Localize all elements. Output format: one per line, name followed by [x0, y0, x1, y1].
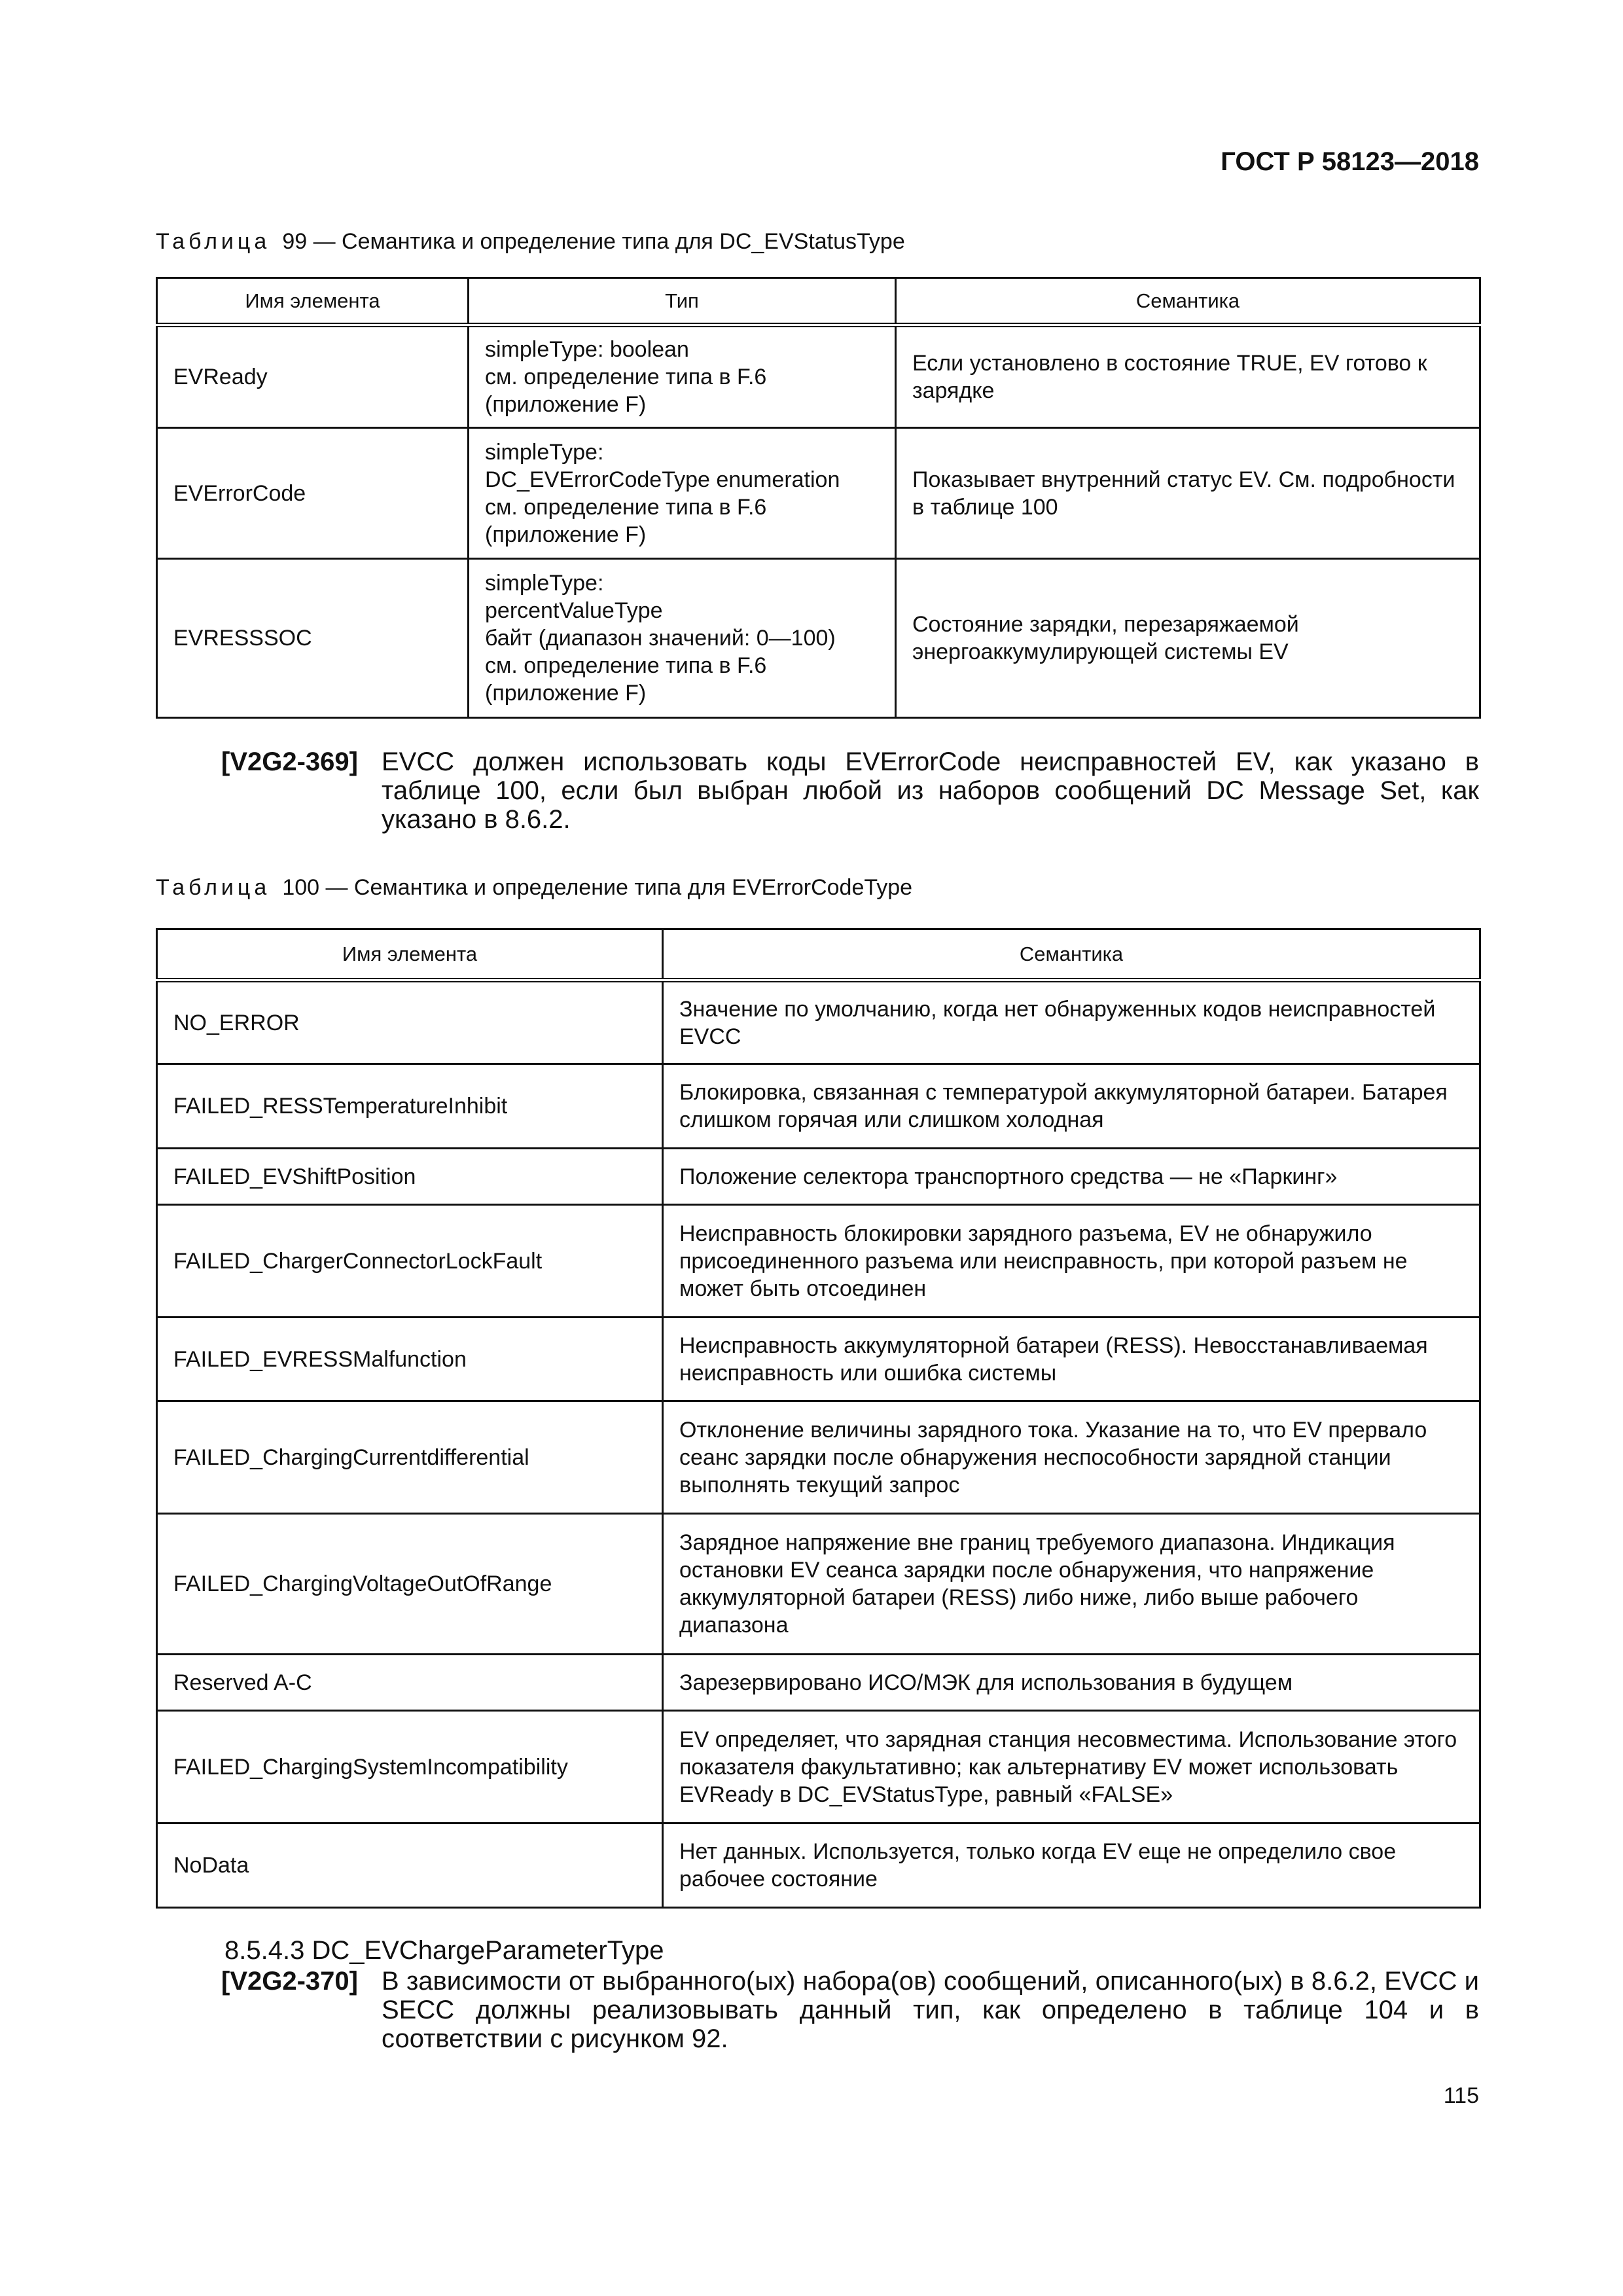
table-row: [157, 1064, 1480, 1149]
element-semantics-cell: Если установлено в состояние TRUE, EV готово к зарядке: [896, 325, 1480, 428]
table-100: [156, 928, 1481, 1909]
element-semantics-cell: Состояние зарядки, перезаряжаемой энергоаккумулирующей системы EV: [896, 559, 1480, 718]
error-semantics-cell: Значение по умолчанию, когда нет обнаруженных кодов неисправностей EVCC: [663, 980, 1480, 1064]
error-code-cell: NoData: [157, 1823, 663, 1908]
table-row: [157, 428, 1480, 559]
element-name-cell: EVRESSSOC: [157, 559, 469, 718]
error-semantics-cell: Нет данных. Используется, только когда EV еще не определило свое рабочее состояние: [663, 1823, 1480, 1908]
table-row: [157, 1823, 1480, 1908]
section-heading: 8.5.4.3 DC_EVChargeParameterType: [224, 1936, 664, 1965]
error-semantics-cell: Зарезервировано ИСО/МЭК для использования в будущем: [663, 1655, 1480, 1711]
element-type-cell: [469, 325, 896, 428]
error-semantics-cell: Зарядное напряжение вне границ требуемого диапазона. Индикация остановки EV сеанса зарядки после обнаружения, что напряжение аккумуляторной батареи (RESS) либо ниже, либо выше рабочего диапазона: [663, 1514, 1480, 1655]
error-semantics-cell: Неисправность блокировки зарядного разъема, EV не обнаружило присоединенного разъема или неисправность, при которой разъем не может быть отсоединен: [663, 1205, 1480, 1318]
table-99-header-type: Тип: [469, 278, 896, 325]
element-semantics-cell: Показывает внутренний статус EV. См. подробности в таблице 100: [896, 428, 1480, 559]
table-100-caption: [156, 875, 912, 901]
table-row: [157, 1149, 1480, 1205]
error-code-cell: FAILED_RESSTemperatureInhibit: [157, 1064, 663, 1149]
error-semantics-cell: Отклонение величины зарядного тока. Указание на то, что EV прервало сеанс зарядки после обнаружения неспособности зарядной станции выполнять текущий запрос: [663, 1401, 1480, 1514]
error-code-cell: FAILED_ChargingVoltageOutOfRange: [157, 1514, 663, 1655]
error-code-cell: FAILED_ChargerConnectorLockFault: [157, 1205, 663, 1318]
element-name-cell: EVReady: [157, 325, 469, 428]
table-row: [157, 1655, 1480, 1711]
table-99-header-semantics: Семантика: [896, 278, 1480, 325]
error-code-cell: FAILED_ChargingSystemIncompatibility: [157, 1711, 663, 1823]
error-code-cell: NO_ERROR: [157, 980, 663, 1064]
type-line: см. определение типа в F.6: [485, 653, 767, 678]
type-line: см. определение типа в F.6: [485, 494, 767, 520]
table-100-header-name: Имя элемента: [157, 929, 663, 980]
type-line: simpleType:: [485, 571, 604, 596]
type-line: (приложение F): [485, 522, 647, 547]
table-row: [157, 1401, 1480, 1514]
table-100-caption-text: 100 — Семантика и определение типа для EVErrorCodeType: [282, 875, 913, 900]
type-line: simpleType:: [485, 439, 604, 465]
table-100-header-semantics: Семантика: [663, 929, 1480, 980]
table-99-header-row: [157, 278, 1480, 325]
table-row: [157, 1205, 1480, 1318]
error-code-cell: FAILED_ChargingCurrentdifferential: [157, 1401, 663, 1514]
type-line: percentValueType: [485, 598, 663, 623]
error-semantics-cell: Положение селектора транспортного средства — не «Паркинг»: [663, 1149, 1480, 1205]
table-row: [157, 1318, 1480, 1401]
type-line: см. определение типа в F.6: [485, 365, 767, 389]
requirement-v2g2-370: [221, 1967, 1479, 2053]
error-semantics-cell: Блокировка, связанная с температурой аккумуляторной батареи. Батарея слишком горячая или слишком холодная: [663, 1064, 1480, 1149]
element-type-cell: [469, 428, 896, 559]
table-99-caption-prefix: Таблица: [156, 229, 271, 254]
requirement-text: В зависимости от выбранного(ых) набора(ов) сообщений, описанного(ых) в 8.6.2, EVCC и SECC должны реализовывать данный тип, как определено в таблице 104 и в соответствии с рисунком 92.: [382, 1967, 1479, 2053]
error-semantics-cell: EV определяет, что зарядная станция несовместима. Использование этого показателя факультативно; как альтернативу EV может использовать EVReady в DC_EVStatusType, равный «FALSE»: [663, 1711, 1480, 1823]
requirement-text: EVCC должен использовать коды EVErrorCode неисправностей EV, как указано в таблице 100, если был выбран любой из наборов сообщений DC Message Set, как указано в 8.6.2.: [382, 747, 1479, 834]
table-100-caption-prefix: Таблица: [156, 875, 271, 900]
requirement-v2g2-369: [221, 747, 1479, 834]
requirement-tag: [V2G2-369]: [221, 747, 358, 776]
error-semantics-cell: Неисправность аккумуляторной батареи (RESS). Невосстанавливаемая неисправность или ошибка системы: [663, 1318, 1480, 1401]
type-line: байт (диапазон значений: 0—100): [485, 626, 836, 651]
error-code-cell: FAILED_EVShiftPosition: [157, 1149, 663, 1205]
element-type-cell: [469, 559, 896, 718]
element-name-cell: EVErrorCode: [157, 428, 469, 559]
document-standard-header: ГОСТ Р 58123—2018: [1221, 147, 1479, 176]
type-line: DC_EVErrorCodeType enumeration: [485, 467, 840, 492]
table-99-header-name: Имя элемента: [157, 278, 469, 325]
type-line: simpleType: boolean: [485, 337, 689, 362]
table-100-header-row: [157, 929, 1480, 980]
type-line: (приложение F): [485, 681, 647, 706]
table-99-caption: [156, 229, 905, 255]
requirement-tag: [V2G2-370]: [221, 1967, 358, 1996]
table-row: [157, 1711, 1480, 1823]
table-99: [156, 277, 1481, 719]
page-number: 115: [1443, 2083, 1479, 2108]
error-code-cell: Reserved A-C: [157, 1655, 663, 1711]
table-row: [157, 325, 1480, 428]
table-row: [157, 559, 1480, 718]
error-code-cell: FAILED_EVRESSMalfunction: [157, 1318, 663, 1401]
table-row: [157, 1514, 1480, 1655]
table-row: [157, 980, 1480, 1064]
type-line: (приложение F): [485, 392, 647, 417]
table-99-caption-text: 99 — Семантика и определение типа для DC_EVStatusType: [282, 229, 905, 254]
